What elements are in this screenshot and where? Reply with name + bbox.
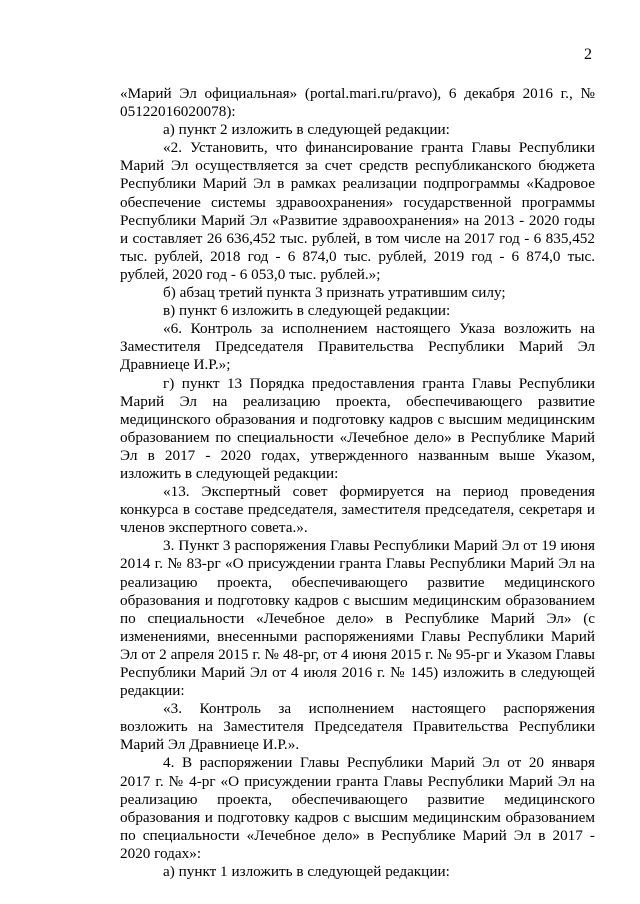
document-body [120, 85, 595, 881]
paragraph-item-a-point-2: а) пункт 2 изложить в следующей редакции: [163, 121, 450, 139]
paragraph-section-3: 3. Пункт 3 распоряжения Главы Республики Марий Эл от 19 июня 2014 г. № 83-рг «О присуждении гранта Главы Республики Марий Эл на реализацию проекта, обеспечивающего развитие медицинского образования и подготовку кадров с высшим медицинским образованием по специальности «Лечебное дело» в Республике Марий Эл» (с изменениями, внесенными распоряжениями Главы Республики Марий Эл от 2 апреля 2015 г. № 48-рг, от 4 июня 2015 г. № 95-рг и Указом Главы Республики Марий Эл от 4 июля 2016 г. № 145) изложить в следующей редакции: [120, 537, 595, 700]
page-number: 2 [584, 46, 592, 63]
paragraph-item-g-point-13: г) пункт 13 Порядка предоставления гранта Главы Республики Марий Эл на реализацию проекта, обеспечивающего развитие медицинского образования и подготовку кадров с высшим медицинским образованием по специальности «Лечебное дело» в Республике Марий Эл в 2017 - 2020 годах, утвержденного названным выше Указом, изложить в следующей редакции: [120, 374, 595, 482]
paragraph-source-reference: «Марий Эл официальная» (portal.mari.ru/pravo), 6 декабря 2016 г., № 05122016020078): [120, 85, 595, 121]
paragraph-expert-council: «13. Экспертный совет формируется на период проведения конкурса в составе председателя, заместителя председателя, секретаря и членов экспертного совета.». [120, 483, 595, 537]
paragraph-section-4: 4. В распоряжении Главы Республики Марий Эл от 20 января 2017 г. № 4-рг «О присуждении гранта Главы Республики Марий Эл на реализацию проекта, обеспечивающего развитие медицинского образования и подготовку кадров с высшим медицинским образованием по специальности «Лечебное дело» в Республике Марий Эл в 2017 - 2020 годах»: [120, 754, 595, 862]
paragraph-item-b-void: б) абзац третий пункта 3 признать утратившим силу; [163, 284, 506, 302]
paragraph-item-a-point-1: а) пункт 1 изложить в следующей редакции: [163, 863, 450, 881]
paragraph-control-order: «3. Контроль за исполнением настоящего распоряжения возложить на Заместителя Председателя Правительства Республики Марий Эл Дравниеце И.Р.». [120, 700, 595, 754]
paragraph-funding-amendment: «2. Установить, что финансирование гранта Главы Республики Марий Эл осуществляется за счет средств республиканского бюджета Республики Марий Эл в рамках реализации подпрограммы «Кадровое обеспечение системы здравоохранения» государственной программы Республики Марий Эл «Развитие здравоохранения» на 2013 - 2020 годы и составляет 26 636,452 тыс. рублей, в том числе на 2017 год - 6 835,452 тыс. рублей, 2018 год - 6 874,0 тыс. рублей, 2019 год - 6 874,0 тыс. рублей, 2020 год - 6 053,0 тыс. рублей.»; [120, 139, 595, 283]
paragraph-control-decree: «6. Контроль за исполнением настоящего Указа возложить на Заместителя Председателя Правительства Республики Марий Эл Дравниеце И.Р.»; [120, 320, 595, 374]
paragraph-item-v-point-6: в) пункт 6 изложить в следующей редакции: [163, 302, 451, 320]
